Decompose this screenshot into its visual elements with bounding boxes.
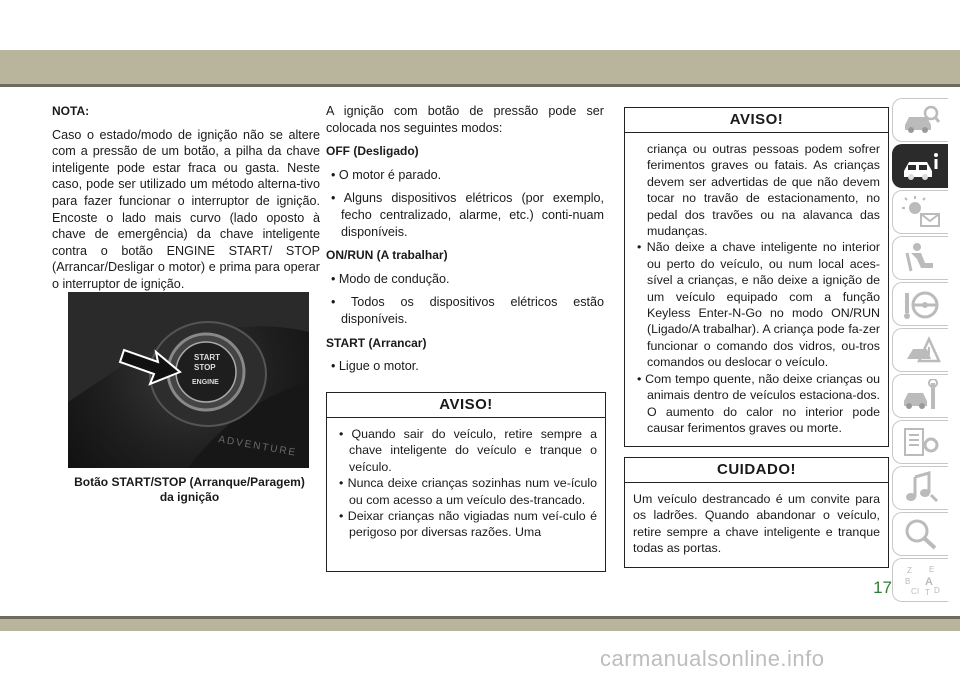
note-heading: NOTA: bbox=[52, 104, 90, 118]
warning-title: AVISO! bbox=[625, 108, 888, 133]
warning-item: • Nunca deixe crianças sozinhas num ve-ículo ou com acesso a um veículo des-trancado. bbox=[335, 475, 597, 508]
tab-starting-operating[interactable] bbox=[892, 282, 948, 326]
index-letter: B bbox=[904, 577, 910, 586]
photo-caption bbox=[52, 475, 327, 505]
seated-person-icon bbox=[901, 241, 941, 275]
warning-item: • Não deixe a chave inteligente no interior ou perto do veículo, ou num local aces-sível a crianças, e não deixe a ignição de um veículo equipado com a função Keyless Enter-N-Go no modo ON/RUN (Ligado/A trabalhar). A criança pode fa-zer funcionar o comando dos vidros, ou-tros comandos ou deslocar o veículo. bbox=[633, 239, 880, 370]
left-column bbox=[52, 103, 320, 300]
tab-warning-lights[interactable] bbox=[892, 190, 948, 234]
index-letter: E bbox=[928, 565, 934, 574]
header-band bbox=[0, 50, 960, 84]
photo-trim-badge: ADVENTURE bbox=[217, 434, 298, 459]
index-letter: A bbox=[924, 576, 933, 588]
tab-index[interactable] bbox=[892, 558, 948, 602]
page-number: 17 bbox=[873, 578, 892, 597]
on-run-item: • Todos os dispositivos elétricos estão disponíveis. bbox=[326, 294, 604, 327]
tab-safety[interactable] bbox=[892, 236, 948, 280]
note-text: Caso o estado/modo de ignição não se altere com a pressão de um botão, a pilha da chave inteligente pode estar fraca ou gasta. Neste caso, pode ser utilizado um método alterna-tivo para fazer funcionar o interruptor de ignição. Encoste o lado mais curvo (lado oposto à chave de emergência) da chave inteligente contra o botão ENGINE START/ STOP (Arrancar/Desligar o motor) e prima para operar o interruptor de ignição. bbox=[52, 127, 320, 291]
start-heading: START (Arrancar) bbox=[326, 335, 427, 350]
watermark: carmanualsonline.info bbox=[600, 646, 825, 671]
index-letter: D bbox=[933, 586, 940, 595]
car-wrench-icon bbox=[901, 379, 941, 413]
tab-vehicle-overview[interactable] bbox=[892, 98, 948, 142]
warning-item: • Quando sair do veículo, retire sempre a chave inteligente do veículo e tranque o veículo. bbox=[335, 426, 597, 475]
light-message-icon bbox=[901, 195, 941, 229]
caution-body bbox=[625, 483, 888, 563]
warning-box-2 bbox=[624, 107, 889, 447]
tab-servicing[interactable] bbox=[892, 374, 948, 418]
modes-intro: A ignição com botão de pressão pode ser colocada nos seguintes modos: bbox=[326, 104, 604, 135]
alphabet-index-icon bbox=[901, 563, 941, 597]
middle-column bbox=[326, 103, 604, 382]
car-info-icon bbox=[901, 149, 941, 183]
tab-technical-specs[interactable] bbox=[892, 420, 948, 464]
warning-continuation: criança ou outras pessoas podem sofrer ferimentos graves ou fatais. As crianças devem ser advertidas de que não devem tocar no travão de estacionamento, no pedal dos travões ou na alavanca das mudanças. bbox=[647, 142, 880, 239]
warning-item: • Deixar crianças não vigiadas num veí-culo é perigoso por diversas razões. Uma bbox=[335, 508, 597, 541]
warning-body bbox=[327, 418, 605, 547]
ignition-photo-drawing bbox=[68, 292, 309, 468]
warning-body bbox=[625, 133, 888, 442]
car-magnifier-icon bbox=[901, 103, 941, 137]
tab-getting-to-know[interactable] bbox=[892, 144, 948, 188]
photo-label-stop: STOP bbox=[194, 363, 216, 372]
warning-box-1 bbox=[326, 392, 606, 572]
off-heading: OFF (Desligado) bbox=[326, 144, 419, 159]
music-note-icon bbox=[901, 471, 941, 505]
index-letter: C bbox=[910, 587, 917, 596]
document-gear-icon bbox=[901, 425, 941, 459]
caution-box bbox=[624, 457, 889, 568]
caption-line-2: da ignição bbox=[159, 490, 220, 504]
on-run-heading: ON/RUN (A trabalhar) bbox=[326, 248, 448, 263]
index-letter: T bbox=[924, 588, 930, 597]
on-run-item: • Modo de condução. bbox=[326, 271, 604, 288]
photo-label-engine: ENGINE bbox=[192, 379, 219, 386]
magnifier-icon bbox=[901, 517, 941, 551]
caption-line-1: Botão START/STOP (Arranque/Paragem) bbox=[74, 475, 305, 489]
off-item: • O motor é parado. bbox=[326, 167, 604, 184]
caution-title: CUIDADO! bbox=[625, 458, 888, 483]
footer-band bbox=[0, 619, 960, 631]
caution-text: Um veículo destrancado é um convite para os ladrões. Quando abandonar o veículo, retire sempre a chave inteligente e tranque todas as portas. bbox=[633, 492, 880, 556]
tab-multimedia[interactable] bbox=[892, 466, 948, 510]
tab-emergency[interactable] bbox=[892, 328, 948, 372]
tab-customer-assistance[interactable] bbox=[892, 512, 948, 556]
header-rule bbox=[0, 84, 960, 87]
index-letter: I bbox=[916, 587, 919, 596]
steering-wheel-icon bbox=[901, 287, 941, 321]
start-item: • Ligue o motor. bbox=[326, 358, 604, 375]
photo-label-start: START bbox=[194, 353, 221, 362]
index-letter: Z bbox=[906, 566, 912, 575]
off-item: • Alguns dispositivos elétricos (por exemplo, fecho centralizado, alarme, etc.) conti-nuam disponíveis. bbox=[326, 190, 604, 240]
hazard-triangle-icon bbox=[901, 333, 941, 367]
ignition-button-photo bbox=[68, 292, 309, 468]
warning-title: AVISO! bbox=[327, 393, 605, 418]
warning-item: • Com tempo quente, não deixe crianças ou animais dentro de veículos estaciona-dos. O aumento do calor no interior pode causar ferimentos graves ou morte. bbox=[633, 371, 880, 437]
